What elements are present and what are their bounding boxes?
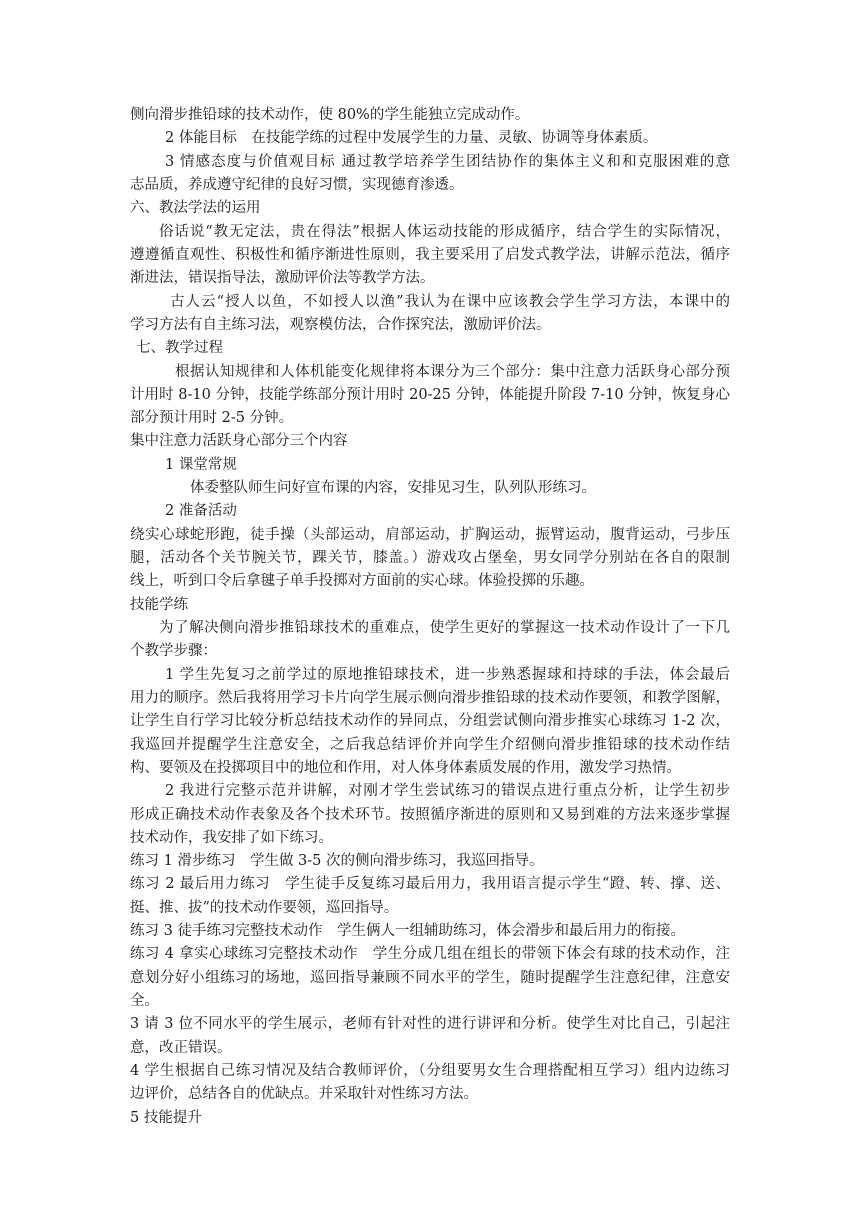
text-line: 学习方法有自主练习法，观察模仿法，合作探究法，激励评价法。: [130, 317, 551, 333]
text-line: 遵遵循直观性、积极性和循序渐进性原则，我主要采用了启发式教学法，讲解示范法，循序: [130, 247, 730, 263]
text-line: 意划分好小组练习的场地，巡回指导兼顾不同水平的学生，随时提醒学生注意纪律，注意安: [130, 970, 730, 986]
text-line: 渐进法，错误指导法，激励评价法等教学方法。: [130, 270, 435, 286]
subheading: 5 技能提升: [130, 1110, 202, 1126]
text-line: 体委整队师生问好宣布课的内容，安排见习生，队列队形练习。: [190, 480, 596, 496]
text-line: 3 请 3 位不同水平的学生展示，老师有针对性的进行讲评和分析。使学生对比自己，引起注: [130, 1016, 730, 1032]
text-line: 古人云“授人以鱼，不如授人以渔”我认为在课中应该教会学生学习方法，本课中的: [170, 294, 730, 310]
text-line: 技术动作，我安排了如下练习。: [130, 830, 333, 846]
subheading: 2 准备活动: [165, 503, 237, 519]
text-line: 3 情感态度与价值观目标 通过教学培养学生团结协作的集体主义和和克服困难的意: [165, 154, 730, 170]
text-line: 俗话说“教无定法，贵在得法”根据人体运动技能的形成循序，结合学生的实际情况，: [159, 224, 730, 240]
text-line: 让学生自行学习比较分析总结技术动作的异同点，分组尝试侧向滑步推实心球练习 1-2 次，: [130, 713, 730, 729]
text-line: 用力的顺序。然后我将用学习卡片向学生展示侧向滑步推铅球的技术动作要领，和教学图解，: [130, 690, 730, 706]
section-heading: 七、教学过程: [136, 340, 223, 356]
text-line: 构、要领及在投掷项目中的地位和作用，对人体身体素质发展的作用，激发学习热情。: [130, 760, 681, 776]
text-line: 2 体能目标 在技能学练的过程中发展学生的力量、灵敏、协调等身体素质。: [165, 130, 658, 146]
text-line: 根据认知规律和人体机能变化规律将本课分为三个部分：集中注意力活跃身心部分预: [175, 364, 730, 380]
subheading: 集中注意力活跃身心部分三个内容: [130, 433, 348, 449]
text-line: 2 我进行完整示范并讲解，对刚才学生尝试练习的错误点进行重点分析，让学生初步: [165, 783, 730, 799]
text-line: 腿，活动各个关节腕关节，踝关节，膝盖。）游戏攻占堡垒，男女同学分别站在各自的限制: [130, 550, 730, 566]
text-line: 挺、推、拔”的技术动作要领，巡回指导。: [130, 900, 399, 916]
text-line: 侧向滑步推铅球的技术动作，使 80%的学生能独立完成动作。: [130, 107, 530, 123]
subheading: 1 课堂常规: [165, 457, 237, 473]
text-line: 练习 1 滑步练习 学生做 3-5 次的侧向滑步练习，我巡回指导。: [130, 853, 544, 869]
text-line: 计用时 8-10 分钟，技能学练部分预计用时 20-25 分钟，体能提升阶段 7-10 分钟，恢复身心: [130, 387, 730, 403]
text-line: 我巡回并提醒学生注意安全，之后我总结评价并向学生介绍侧向滑步推铅球的技术动作结: [130, 737, 730, 753]
text-line: 4 学生根据自己练习情况及结合教师评价，（分组要男女生合理搭配相互学习）组内边练习: [130, 1063, 730, 1079]
text-line: 形成正确技术动作表象及各个技术环节。按照循序渐进的原则和又易到难的方法来逐步掌握: [130, 807, 730, 823]
text-line: 全。: [130, 993, 159, 1009]
text-line: 为了解决侧向滑步推铅球技术的重难点，使学生更好的掌握这一技术动作设计了一下几: [159, 620, 730, 636]
text-line: 部分预计用时 2-5 分钟。: [130, 410, 294, 426]
text-line: 意，改正错误。: [130, 1040, 232, 1056]
text-line: 个教学步骤：: [130, 643, 217, 659]
text-line: 线上，听到口令后拿毽子单手投掷对方面前的实心球。体验投掷的乐趣。: [130, 573, 594, 589]
text-line: 练习 3 徒手练习完整技术动作 学生俩人一组辅助练习，体会滑步和最后用力的衔接。: [130, 923, 685, 939]
subheading: 技能学练: [130, 597, 188, 613]
text-line: 志品质，养成遵守纪律的良好习惯，实现德育渗透。: [130, 177, 464, 193]
text-line: 边评价，总结各自的优缺点。并采取针对性练习方法。: [130, 1086, 478, 1102]
text-line: 1 学生先复习之前学过的原地推铅球技术，进一步熟悉握球和持球的手法，体会最后: [165, 667, 730, 683]
text-line: 绕实心球蛇形跑，徒手操（头部运动，肩部运动，扩胸运动，振臂运动，腹背运动，弓步压: [130, 527, 730, 543]
text-line: 练习 2 最后用力练习 学生徒手反复练习最后用力，我用语言提示学生“蹬、转、撑、送、: [130, 876, 730, 892]
section-heading: 六、教法学法的运用: [130, 200, 261, 216]
text-line: 练习 4 拿实心球练习完整技术动作 学生分成几组在组长的带领下体会有球的技术动作，注: [130, 946, 730, 962]
